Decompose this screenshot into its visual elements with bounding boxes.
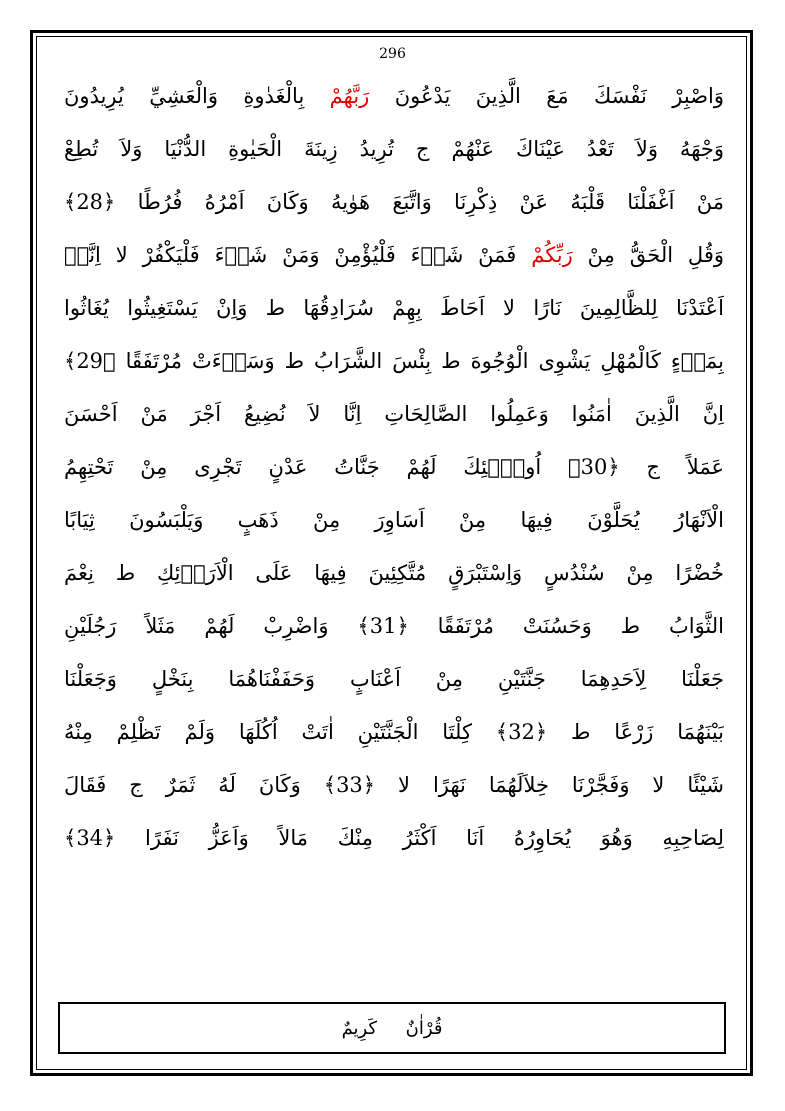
highlighted-word: رَبَّهُمْ bbox=[329, 84, 370, 108]
verse-line bbox=[64, 388, 724, 441]
verse-line bbox=[64, 653, 724, 706]
verse-text: وَاصْبِرْ نَفْسَكَ مَعَ الَّذِينَ يَدْعُونَ bbox=[369, 84, 724, 108]
verse-text: بِالْغَدٰوةِ وَالْعَشِيِّ يُرِيدُونَ bbox=[64, 84, 330, 108]
footer-box bbox=[58, 1002, 726, 1054]
footer-word-spacer bbox=[377, 1018, 406, 1039]
verse-text: مَنْ اَغْفَلْنَا قَلْبَهُ عَنْ ذِكْرِنَا وَاتَّبَعَ هَوٰيهُ وَكَانَ اَمْرُهُ فُرُطًا ﴿28﴾ bbox=[64, 190, 724, 214]
footer-word-quran: قُرْاٰنٌ bbox=[405, 1017, 443, 1039]
verse-line bbox=[64, 335, 724, 388]
verse-text: الْاَنْهَارُ يُحَلَّوْنَ فِيهَا مِنْ اَسَاوِرَ مِنْ ذَهَبٍ وَيَلْبَسُونَ ثِيَابًا bbox=[64, 508, 724, 532]
verse-line bbox=[64, 282, 724, 335]
verse-line bbox=[64, 229, 724, 282]
verse-line bbox=[64, 70, 724, 123]
verse-text: خُضْرًا مِنْ سُنْدُسٍ وَاِسْتَبْرَقٍ مُتَّكِئِينَ فِيهَا عَلَى الْاَرَاۤئِكِ ط نِعْمَ bbox=[64, 561, 724, 585]
verse-text: عَمَلاً ج ﴿30﴾ اُولٰۤئِكَ لَهُمْ جَنَّاتُ عَدْنٍ تَجْرِى مِنْ تَحْتِهِمُ bbox=[64, 455, 724, 479]
highlighted-word: رَبِّكُمْ bbox=[531, 243, 573, 267]
page-number: 296 bbox=[379, 46, 406, 62]
verse-text: جَعَلْنَا لِاَحَدِهِمَا جَنَّتَيْنِ مِنْ اَعْنَابٍ وَحَفَفْنَاهُمَا بِنَخْلٍ وَجَعَلْنَا bbox=[64, 667, 724, 691]
verse-line bbox=[64, 547, 724, 600]
verse-text: فَمَنْ شَاۤءَ فَلْيُؤْمِنْ وَمَنْ شَاۤءَ فَلْيَكْفُرْ لا اِنَّاۤ bbox=[64, 243, 532, 267]
verse-line bbox=[64, 759, 724, 812]
verse-line bbox=[64, 176, 724, 229]
verse-text: بَيْنَهُمَا زَرْعًا ط ﴿32﴾ كِلْتَا الْجَنَّتَيْنِ اٰتَتْ اُكُلَهَا وَلَمْ تَظْلِمْ مِنْهُ bbox=[64, 720, 724, 744]
verse-text: وَقُلِ الْحَقُّ مِنْ bbox=[572, 243, 724, 267]
verse-text: بِمَاۤءٍ كَالْمُهْلِ يَشْوِى الْوُجُوهَ ط بِئْسَ الشَّرَابُ ط وَسَاۤءَتْ مُرْتَفَقًا ﴿29﴾ bbox=[64, 349, 724, 373]
verse-text: الثَّوَابُ ط وَحَسُنَتْ مُرْتَفَقًا ﴿31﴾ وَاضْرِبْ لَهُمْ مَثَلاً رَجُلَيْنِ bbox=[64, 614, 724, 638]
verse-line bbox=[64, 600, 724, 653]
verse-line bbox=[64, 706, 724, 759]
verse-text: شَيْئًا لا وَفَجَّرْنَا خِلاَلَهُمَا نَهَرًا لا ﴿33﴾ وَكَانَ لَهُ ثَمَرٌ ج فَقَالَ bbox=[64, 773, 724, 797]
verse-text: اَعْتَدْنَا لِلظَّالِمِينَ نَارًا لا اَحَاطَ بِهِمْ سُرَادِقُهَا ط وَاِنْ يَسْتَغِيثُوا يُغَاثُوا bbox=[64, 296, 724, 320]
verse-text: اِنَّ الَّذِينَ اٰمَنُوا وَعَمِلُوا الصَّالِحَاتِ اِنَّا لاَ نُضِيعُ اَجْرَ مَنْ اَحْسَنَ bbox=[64, 402, 724, 426]
verse-text: وَجْهَهُ وَلاَ تَعْدُ عَيْنَاكَ عَنْهُمْ ج تُرِيدُ زِينَةَ الْحَيٰوةِ الدُّنْيَا وَلاَ تُطِعْ bbox=[64, 137, 724, 161]
verse-text: لِصَاحِبِهِ وَهُوَ يُحَاوِرُهُ اَنَا اَكْثَرُ مِنْكَ مَالاً وَاَعَزُّ نَفَرًا ﴿34﴾ bbox=[64, 826, 724, 850]
verse-line bbox=[64, 441, 724, 494]
footer-word-karim: كَرِيمٌ bbox=[341, 1017, 378, 1039]
verse-line bbox=[64, 494, 724, 547]
verse-line bbox=[64, 812, 724, 865]
verse-line bbox=[64, 123, 724, 176]
verse-text-block bbox=[64, 70, 724, 865]
